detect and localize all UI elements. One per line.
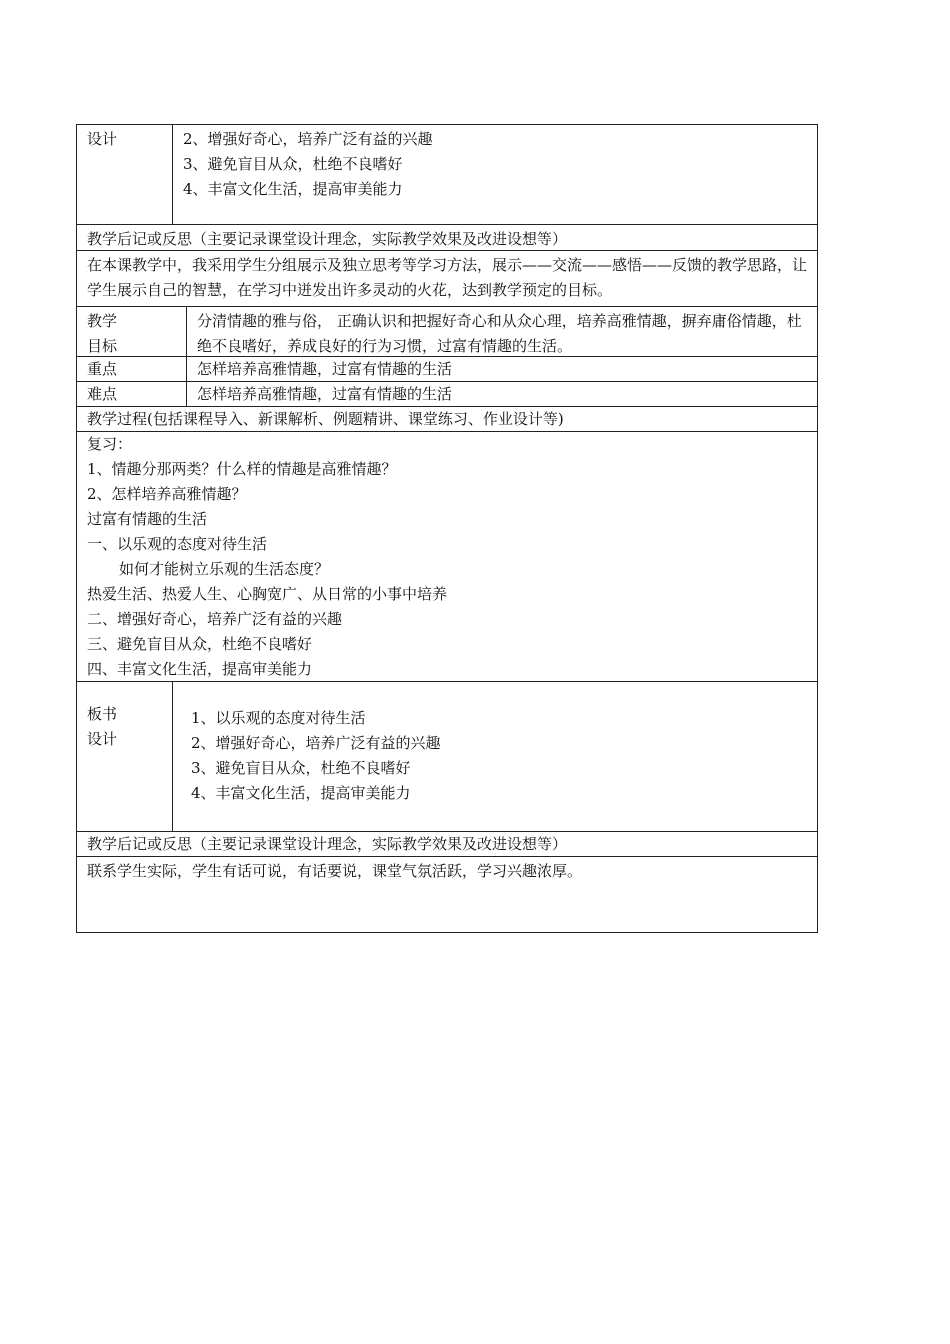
design-line: 4、丰富文化生活，提高审美能力 <box>183 180 403 198</box>
goals-label-line: 目标 <box>87 337 118 355</box>
board-label <box>77 682 173 831</box>
goals-row <box>77 307 817 357</box>
design-line: 2、增强好奇心，培养广泛有益的兴趣 <box>183 130 433 148</box>
design-row-top <box>77 125 817 225</box>
reflection2-header-row <box>77 832 817 857</box>
process-header: 教学过程(包括课程导入、新课解析、例题精讲、课堂练习、作业设计等) <box>87 410 564 428</box>
design-content <box>173 125 817 224</box>
key-point-row <box>77 357 817 382</box>
design-label <box>77 125 173 224</box>
goals-content <box>187 307 817 356</box>
board-row <box>77 682 817 832</box>
reflection2-text: 联系学生实际，学生有话可说，有话要说，课堂气氛活跃，学习兴趣浓厚。 <box>87 862 583 880</box>
board-content <box>173 682 817 831</box>
goals-label-line: 教学 <box>87 312 118 330</box>
process-line: 过富有情趣的生活 <box>87 510 208 528</box>
key-point-text: 怎样培养高雅情趣，过富有情趣的生活 <box>197 360 453 378</box>
design-line: 3、避免盲目从众，杜绝不良嗜好 <box>183 155 403 173</box>
process-line: 1、情趣分那两类？什么样的情趣是高雅情趣？ <box>87 460 397 478</box>
design-label-text: 设计 <box>87 130 118 148</box>
board-line: 4、丰富文化生活，提高审美能力 <box>191 784 411 802</box>
reflection-header: 教学后记或反思（主要记录课堂设计理念，实际教学效果及改进设想等） <box>87 230 568 248</box>
key-point-label: 重点 <box>77 357 187 381</box>
board-line: 3、避免盲目从众，杜绝不良嗜好 <box>191 759 411 777</box>
process-line: 复习： <box>87 435 133 453</box>
lesson-plan-table <box>76 124 818 933</box>
goals-text: 分清情趣的雅与俗， 正确认识和把握好奇心和从众心理，培养高雅情趣，摒弃庸俗情趣，杜绝不良嗜好，养成良好的行为习惯，过富有情趣的生活。 <box>197 312 802 355</box>
reflection-text <box>77 251 817 306</box>
board-line: 1、以乐观的态度对待生活 <box>191 709 366 727</box>
board-label-line: 板书 <box>87 705 118 723</box>
process-content <box>77 432 817 681</box>
process-line: 二、增强好奇心，培养广泛有益的兴趣 <box>87 610 343 628</box>
process-header-row <box>77 407 817 432</box>
goals-label <box>77 307 187 356</box>
process-line: 三、避免盲目从众，杜绝不良嗜好 <box>87 635 313 653</box>
difficulty-row <box>77 382 817 407</box>
difficulty-text: 怎样培养高雅情趣，过富有情趣的生活 <box>197 385 453 403</box>
process-content-row <box>77 432 817 682</box>
difficulty-label: 难点 <box>77 382 187 406</box>
process-line: 如何才能树立乐观的生活态度？ <box>119 560 330 578</box>
board-line: 2、增强好奇心，培养广泛有益的兴趣 <box>191 734 441 752</box>
reflection-text-body: 在本课教学中，我采用学生分组展示及独立思考等学习方法，展示——交流——感悟——反馈的教学思路，让学生展示自己的智慧，在学习中迸发出许多灵动的火花，达到教学预定的目标。 <box>87 256 808 299</box>
process-line: 2、怎样培养高雅情趣？ <box>87 485 247 503</box>
reflection-text-row <box>77 251 817 307</box>
reflection2-text-row <box>77 857 817 932</box>
process-line: 四、丰富文化生活，提高审美能力 <box>87 660 313 678</box>
process-line: 热爱生活、热爱人生、心胸宽广、从日常的小事中培养 <box>87 585 448 603</box>
board-label-line: 设计 <box>87 730 118 748</box>
reflection-header-row <box>77 225 817 251</box>
process-line: 一、以乐观的态度对待生活 <box>87 535 268 553</box>
reflection2-header: 教学后记或反思（主要记录课堂设计理念，实际教学效果及改进设想等） <box>87 835 568 853</box>
